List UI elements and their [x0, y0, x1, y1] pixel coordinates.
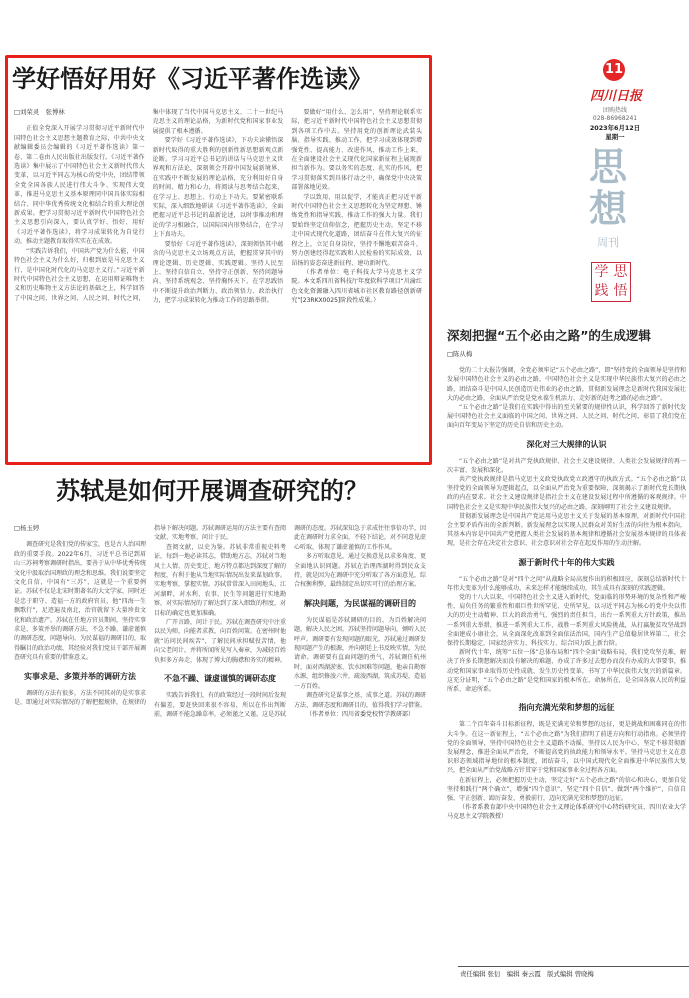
paragraph: 正值全党深入开展学习贯彻习近平新时代中国特色社会主义思想主题教育之际，中共中央文献编辑委员会编辑的《习近平著作选读》第一卷、第二卷由人民出版社出版发行。《习近平著作选读》集中展示了中国特色社会主义新时代伟大变革，以习近平同志为核心的党中央，团结带领全党全国各族人民进行伟大斗争、实现伟大变革，推进马克思主义基本原理同中国具体实际相结合、同中华优秀传统文化相结合的重大理论创新成果。把学习贯彻习近平新时代中国特色社会主义思想引向深入，要认真学好、悟好、用好《习近平著作选读》，将学习成果转化为自觉行动，推动主题教育取得实实在在成效。: [14, 125, 145, 246]
paragraph: 共产党执政规律是指马克思主义政党执政党立政遵守的执政方式。“五个必由之路”以坚持党的全面领导为逻辑起点，以全面从严治党为重要保障，深刻揭示了新时代党长期执政的内在要求。社会主义建设规律是指社会主义在建设发展过程中所遵循的客观规律。中国特色社会主义是实现中华民族伟大复兴的必由之路，深刻阐明了社会主义建设规律。: [447, 476, 686, 511]
footer-divider: [458, 966, 689, 967]
paragraph: 调查研究是谋事之基、成事之道。苏轼的调研方法、调研态度和调研目的，值得我们学习借鉴。: [294, 692, 427, 709]
byline: □刘荣灵 张博林: [14, 108, 65, 116]
paragraph: 调查研究是我们党的传家宝，也是古人治国理政的重要手段。2022年6月，习近平总书记到眉山三苏祠考察调研时指出，要善于从中华优秀传统文化中汲取治国理政的理念和思维。我们说要坚定文化自信，中国有“三苏”，这就是一个重要例证。苏轼不仅是北宋时期著名的大文学家，同时还是忠于职守、造福一方的政府官员，他“四海一生飘歌行”，足迹遍及南北，治官就留下大量珍贵文化和政治遗产。苏轼在任地方官员期间，坚持实事求是、多策并举的调研方法，不急不躁、谦虚谨慎的调研态度，问题导向、为民谋福的调研目的，取得瞩目的政治功绩，其经验对我们党员干部开展调查研究具有重要的借鉴意义。: [14, 541, 147, 662]
paragraph: 党的二十大报告强调，全党必须牢记“五个必由之路”，即“坚持党的全面领导是坚持和发展中国特色社会主义的必由之路，中国特色社会主义是实现中华民族伟大复兴的必由之路，团结奋斗是中国人民创造历史伟业的必由之路，贯彻新发展理念是新时代我国发展壮大的必由之路，全面从严治党是党永葆生机活力、走好新的赶考之路的必由之路”。: [447, 367, 686, 402]
paragraph: 广开言路，问计于民。苏轼在调查研究中注重以民为师，向能者求教，向百姓问策。在密州时他就“访问民间疾苦”，了解民间承担赋役苦情，他向父老问计，并将所闻所见写入奏章，为减轻百姓负担多方奔走，体现了博大的胸襟和务实的精神。: [154, 619, 287, 664]
paragraph: “五个必由之路”是我们在实践中得出的至关紧要的规律性认识，科学回答了新时代发展中国特色社会主义面临的中国之问、世界之问、人民之问、时代之问，彰显了我们党在面向百年变局下坚定的历史自信和历史主动。: [447, 404, 686, 430]
hotline-number: 028-86968241: [592, 115, 638, 122]
paragraph: 要悟好《习近平著作选读》，深刻领悟其中蕴含的马克思主义立场观点方法，把握贯穿其中的理论逻辑、历史逻辑、实践逻辑。坚持人民至上、坚持自信自立、坚持守正创新、坚持问题导向、坚持系统观念、坚持胸怀天下，在学思践悟中不断提升政治判断力、政治领悟力、政治执行力，把学习成果转化为推动工作的思路举措。: [152, 240, 284, 305]
paragraph: “五个必由之路”是对“四个之问”从战略全局高度作出的积极回应，深刻总结新时代十年伟大变革为什么能够成功、未来怎样才能继续成功，其生成具有深刻的实践逻辑。: [447, 575, 686, 592]
paragraph: 要做好“用什么、怎么用”，坚持理论联系实际，把习近平新时代中国特色社会主义思想贯彻到各项工作中去。坚持用党的创新理论武装头脑、指导实践、推动工作，把学习成效体现到增强党性、提高能力、改进作风、推动工作上来，在全面建设社会主义现代化国家新征程上展现新担当新作为。要以务实的态度、扎实的作风，把学习贯彻落实到具体行动之中，确保党中央决策部署落地见效。: [291, 109, 422, 192]
page-number-badge: 11: [603, 59, 625, 81]
article1-headline: 学好悟好用好《习近平著作选读》: [12, 65, 372, 93]
article2-body: [14, 524, 426, 719]
subheading: 指向充满光荣和梦想的远征: [518, 703, 615, 713]
paragraph: “五个必由之路”是对共产党执政规律、社会主义建设规律、人类社会发展规律的再一次丰富、发展和深化。: [447, 457, 686, 474]
article3-body: [447, 350, 686, 822]
article1-body: [14, 108, 422, 306]
author-note: （作者单位：电子科技大学马克思主义学院。本文系四川省科技厅年度软科学项目“川渝红色文化资源融入四川省城市社区教育路径创新研究”[23RKX0025]阶段性成果。）: [291, 268, 422, 305]
paragraph: 贯彻新发展理念是中国共产党运用马克思主义关于发展的基本原理，对新时代中国社会主要矛盾作出的全新判断。新发展理念以实现人民群众对美好生活的向往为根本指向，其基本内容是中国共产党把握人类社会发展的基本规律和遵循社会发展基本规律的具体表现，是社会存在决定社会意识、社会意识对社会存在起反作用的生动注解。: [447, 512, 686, 548]
section-title: 思想: [588, 144, 627, 231]
article3-headline: 深刻把握“五个必由之路”的生成逻辑: [447, 328, 651, 343]
hotline-label: 团购热线: [602, 107, 627, 114]
newspaper-logo: 四川日报: [589, 89, 642, 104]
seal-stamp-logo: [591, 262, 631, 302]
issue-weekday: 星期一: [605, 133, 625, 141]
editor-credits: 责任编辑 张衍 编辑 秦云霞 版式编辑 曾晓梅: [460, 970, 594, 978]
paragraph: 实践告诉我们，有的政策经过一段时间后发现有偏差，要赶快回来很不容易，所以在作出判断前，调研不能急躁草率，必须谨之又谨。这是苏轼调研的态度。苏轼深知急于求成往往事倍功半，因此在调研时力求全面，不轻下结论，对不同意见虚心听取，体现了谦虚谨慎的工作作风。: [154, 525, 427, 718]
subheading: 源于新时代十年的伟大实践: [518, 557, 615, 567]
subheading: 实事求是、多策并举的调研方法: [24, 671, 136, 681]
paragraph: 查阅文献，以史为鉴。苏轼非常重视史料考证，每到一地必读其志，借助地方志，苏轼对当地风土人情、历史变迁、地方特点都达到深度了解的程度，有利于他从当地实际情况出发来谋划政事。实地考察，掌握实情。苏轼常常深入田间地头、江河湖畔，对水利、农事、民生等问题进行实地勘察，对实际情况的了解达到了深入细致的程度，对目标的确定也更加准确。: [154, 543, 287, 617]
paragraph: 第二个百年奋斗目标新征程，既是充满光荣和梦想的远征，更是挑战和困难同在的伟大斗争。在这一新征程上，“五个必由之路”为我们指明了前进方向和行动指南。必须坚持党的全面领导，坚持中国特色社会主义道路不动摇，坚持以人民为中心，坚定不移贯彻新发展理念，推进全面从严治党，不断提高党的执政能力和领导水平。坚持马克思主义在意识形态领域指导地位的根本制度，团结奋斗，以中国式现代化全面推进中华民族伟大复兴，把全面从严治党战略方针贯穿于党和国家事业全过程各方面。: [447, 721, 686, 775]
paragraph: 要学好《习近平著作选读》，下功夫读懂悟深新时代取得的重大胜利的创新性新思想新观点新论断。学习习近平总书记的讲话与马克思主义世界观和方法论，深刻领会开辟中国发展新境界、在实践中不断发展的理论品格，充分利用好自身的时间、精力和心力，将阅读与思考结合起来，在学习上、思想上、行动上下功夫。要紧密联系实际，深入细致地研读《习近平著作选读》，全面把握习近平总书记的最新论述，以时事推动和理论的学习相融合，以国际国内形势结合，在学习上下真功夫。: [152, 137, 284, 239]
paragraph: 新时代十年，统筹“五位一体”总体布局和“四个全面”战略布局，我们党攻坚克难，解决了许多长期想解决而没有解决的难题，办成了许多过去想办而没有办成的大事要事，推动党和国家事业取得历史性成就、发生历史性变革，书写了中华民族伟大复兴的新篇章。这充分证明，“五个必由之路”是党和国家的根本所在、命脉所在，是全国各族人民的利益所系、命运所系。: [447, 649, 686, 694]
author-note: （作者单位：四川省委党校哲学教研部）: [306, 710, 415, 718]
author-note: （作者系教育部中央中国特色社会主义理论体系研究中心特约研究员、四川农业大学马克思主义学院教授）: [447, 804, 686, 821]
paragraph: 为民谋福是苏轼调研的目的，为百姓解决问题，解决人民之困，苏轼坚持问题导向，倾听人民呼声。调研要有发现问题的眼光，苏轼通过调研发现问题产生的根源，并向朝廷上书反映实情，为民请命。调研要有直面问题的勇气，苏轼调任杭州时，面对西湖淤塞、饮水困难等问题，他亲自勘察水源，组织修浚六井，疏浚西湖，筑成苏堤，造福一方百姓。: [294, 616, 427, 690]
issue-date: 2023年6月12日: [589, 124, 641, 132]
byline: □杨玉婷: [14, 524, 40, 532]
stamp-char: 思: [613, 264, 628, 280]
subheading: 深化对三大规律的认识: [526, 439, 607, 449]
stamp-char: 学: [594, 264, 609, 280]
subheading: 解决问题，为民谋福的调研目的: [304, 598, 416, 608]
paragraph: 党的十八大以来，中国特色社会主义进入新时代，党面临的形势环境的复杂性和严峻性、肩负任务的繁重性和艰巨性世所罕见、史所罕见，以习近平同志为核心的党中央以伟大的历史主动精神、巨大的政治勇气、强烈的责任担当，出台一系列重大方针政策，推出一系列重大举措，推进一系列重大工作，战胜一系列重大风险挑战，从打赢脱贫攻坚战到全面建成小康社会，从全面深化改革到全面依法治国，国内生产总值稳居世界第二，社会保持长期稳定，国家经济实力、科技实力、综合国力跃上新台阶。: [447, 594, 686, 648]
section-subtitle: 周刊: [597, 236, 619, 249]
byline: □陈从梅: [447, 350, 473, 358]
paragraph: 多方听取意见，通过交换意见以求多角度、更全面地认识问题。苏轼在治理西湖时得到民众支持，就是因为在调研中充分听取了各方面意见，综合权衡利弊，最终制定出切实可行的治理方案。: [294, 553, 427, 589]
article2-headline: 苏轼是如何开展调查研究的？: [56, 477, 368, 505]
stamp-char: 悟: [613, 283, 628, 299]
paragraph: 在新征程上，必须把握历史主动，坚定走好“五个必由之路”的信心和决心，更加自觉坚持和践行“两个确立”，增强“四个意识”、坚定“四个自信”、做到“两个维护”，自信自强、守正创新、踔厉奋发、勇毅前行，迈向充满光荣和梦想的远征。: [447, 776, 686, 802]
subheading: 不急不躁、谦虚谨慎的调研态度: [164, 674, 276, 684]
stamp-char: 践: [594, 283, 609, 299]
paragraph: “实践告诉我们，中国共产党为什么能，中国特色社会主义为什么好，归根到底是马克思主义行，是中国化时代化的马克思主义行。”习近平新时代中国特色社会主义思想，在运用辩证唯物主义和历史唯物主义方法论的基础之上，科学回答了中国之问、世界之问、人民之问、时代之问，集中体现了当代中国马克思主义、二十一世纪马克思主义的理论品格，为新时代党和国家事业发展提供了根本遵循。: [14, 109, 284, 302]
paragraph: 调研的方法有很多，方法不同其对的是实事求是，即通过对实际情况的了解把握规律，在规律的指导下解决问题。苏轼调研运用的方法主要有查阅文献、实地考察、问计于民。: [14, 525, 287, 707]
paragraph: 学以致用、用以促学，才能真正把习近平新时代中国特色社会主义思想转化为坚定理想、锤炼党性和指导实践、推动工作的强大力量。我们要始终坚定信仰信念，把握历史主动，坚定不移走中国式现代化道路，团结奋斗在伟大复兴的征程之上，立足自身岗位，坚持不懈地艰苦奋斗，努力创建经得起实践和人民检验的实际成效，以昂扬的姿态奋进新征程、建功新时代。: [291, 193, 422, 267]
